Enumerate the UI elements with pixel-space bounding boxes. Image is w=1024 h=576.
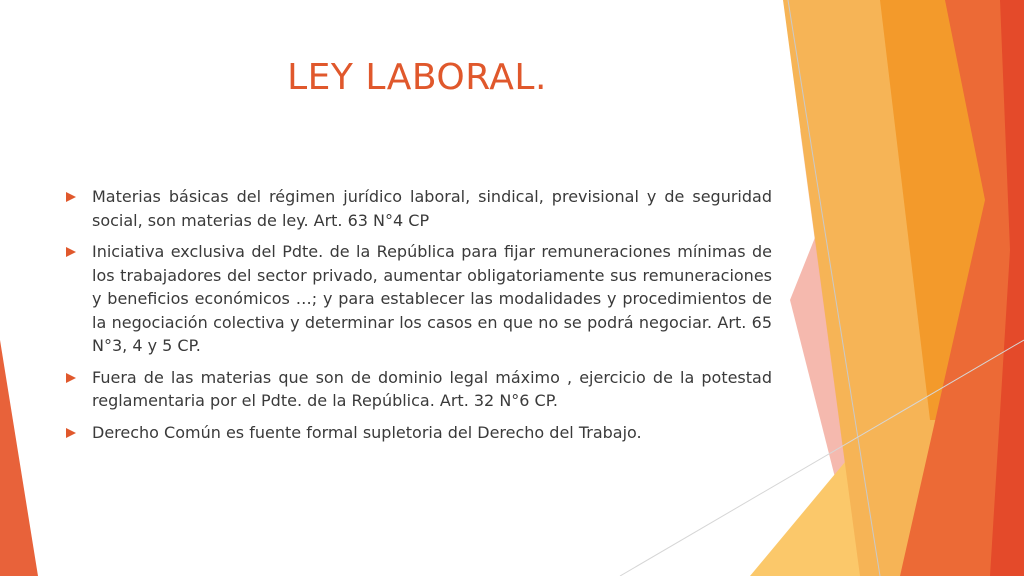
arrow-bullet-icon <box>66 247 76 257</box>
arrow-bullet-icon <box>66 373 76 383</box>
arrow-bullet-icon <box>66 192 76 202</box>
bullet-item <box>60 421 772 445</box>
slide-title: LEY LABORAL. <box>287 57 547 98</box>
bullet-list <box>60 185 772 452</box>
bullet-item <box>60 240 772 358</box>
left-edge-shape <box>0 340 38 576</box>
bullet-text: Fuera de las materias que son de dominio legal máximo , ejercicio de la potestad reglamentaria por el Pdte. de la República. Art. 32 N°6 CP. <box>92 367 772 410</box>
bullet-text: Derecho Común es fuente formal supletoria del Derecho del Trabajo. <box>92 422 642 442</box>
bullet-text: Iniciativa exclusiva del Pdte. de la República para fijar remuneraciones mínimas de los trabajadores del sector privado, aumentar obligatoriamente sus remuneraciones y beneficios económicos …; y para establecer las modalidades y procedimientos de la negociación colectiva y determinar los casos en que no se podrá negociar. Art. 65 N°3, 4 y 5 CP. <box>92 242 772 355</box>
bullet-item <box>60 366 772 413</box>
arrow-bullet-icon <box>66 428 76 438</box>
bullet-text: Materias básicas del régimen jurídico laboral, sindical, previsional y de seguridad social, son materias de ley. Art. 63 N°4 CP <box>92 187 772 230</box>
bullet-item <box>60 185 772 232</box>
